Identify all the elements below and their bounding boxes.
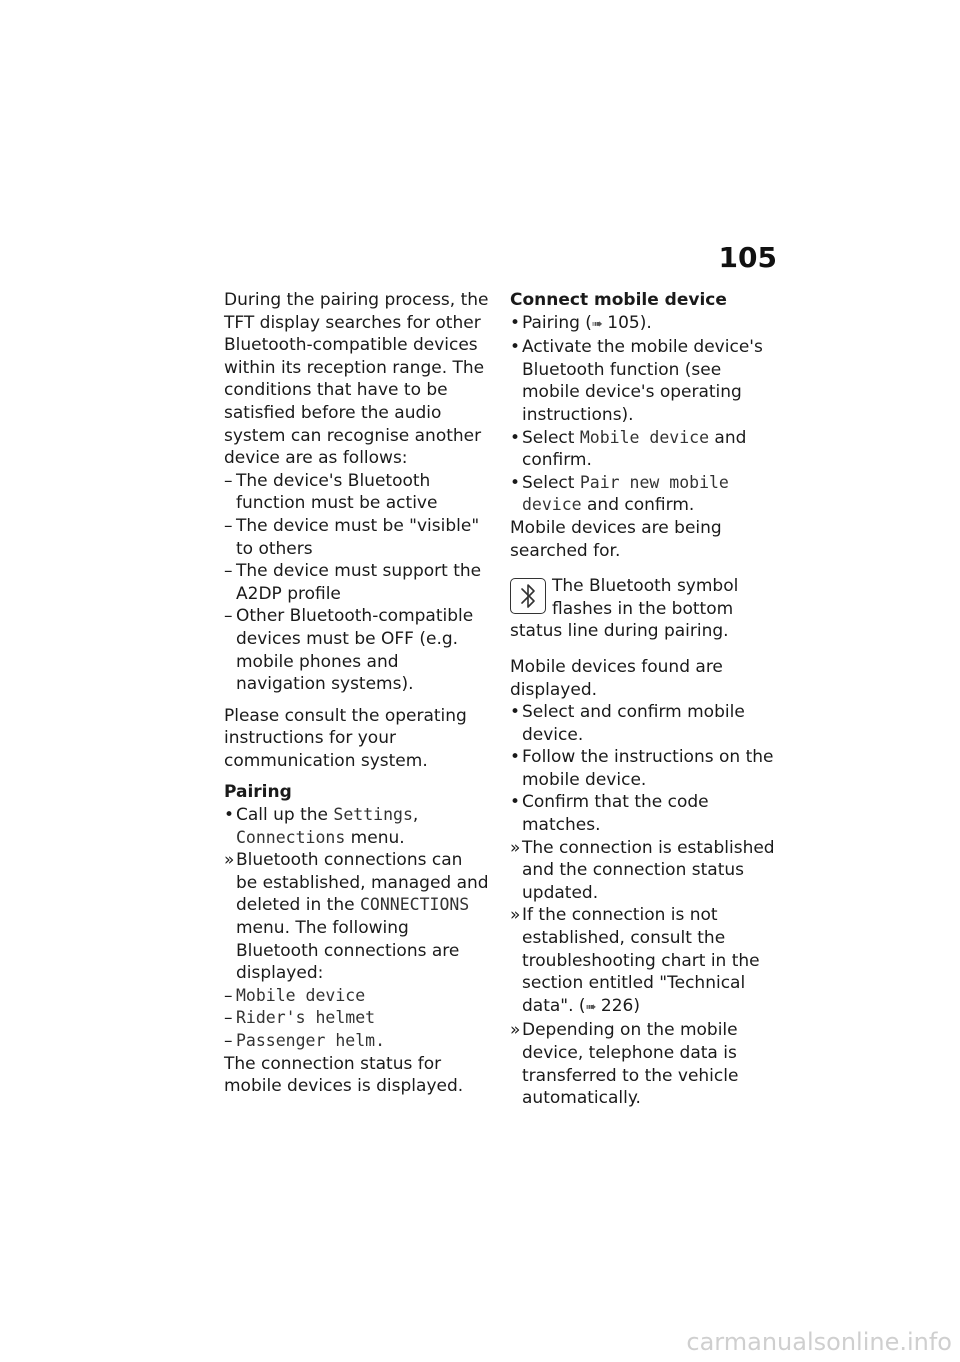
bullet-icon: • <box>510 747 521 768</box>
result-item: » Bluetooth connections can be established, managed and deleted in the CONNECTIONS menu. The following Bluetooth connections are displayed: <box>224 850 489 984</box>
select-pair-step: • Select Pair new mobile device and confirm. <box>510 472 729 516</box>
steps-list <box>510 701 776 837</box>
connection-item: – Passenger helm. <box>224 1031 386 1051</box>
connections-list <box>224 985 489 1053</box>
connections-menu-name: Connections <box>236 827 346 847</box>
dash-icon: – <box>224 1031 233 1051</box>
bullet-icon: • <box>510 702 521 723</box>
connection-item: – Rider's helmet <box>224 1008 376 1029</box>
searching-text: Mobile devices are being searched for. <box>510 517 722 561</box>
consult-paragraph: Please consult the operating instructions for your communication system. <box>224 705 467 771</box>
bullet-icon: • <box>510 337 521 358</box>
watermark: carmanualsonline.info <box>686 1328 952 1356</box>
condition-item: – The device's Bluetooth function must be active <box>224 470 438 514</box>
mobile-device-menu-name: Mobile device <box>579 427 709 447</box>
bullet-icon: • <box>224 805 235 826</box>
connections-menu-caps: CONNECTIONS <box>359 895 470 915</box>
bullet-icon: • <box>510 792 521 813</box>
page-ref-arrow-icon: ➠ <box>585 999 596 1015</box>
condition-item: – Other Bluetooth-compatible devices must be OFF (e.g. mobile phones and navigation systems). <box>224 606 474 695</box>
dash-icon: – <box>224 561 233 582</box>
pairing-heading: Pairing <box>224 782 292 803</box>
left-column <box>224 289 489 1098</box>
connection-item: – Mobile device <box>224 985 366 1006</box>
conditions-list <box>224 470 489 696</box>
dash-icon: – <box>224 470 233 491</box>
condition-item: – The device must be "visible" to others <box>224 515 480 559</box>
page-number: 105 <box>718 241 777 274</box>
found-text: Mobile devices found are displayed. <box>510 656 723 700</box>
connect-heading: Connect mobile device <box>510 290 727 310</box>
dash-icon: – <box>224 1008 233 1029</box>
page-ref-arrow-icon: ➠ <box>591 316 602 332</box>
condition-item: – The device must support the A2DP profile <box>224 561 482 604</box>
right-column <box>510 289 776 1110</box>
step-item: • Confirm that the code matches. <box>510 792 709 836</box>
dash-icon: – <box>224 515 233 536</box>
dash-icon: – <box>224 606 233 627</box>
status-note: The connection status for mobile devices is displayed. <box>224 1053 464 1097</box>
pairing-ref-step: • Pairing (➠ 105). <box>510 312 652 333</box>
result-item: » If the connection is not established, consult the troubleshooting chart in the section entitled "Technical data". (➠ 226) <box>510 905 760 1016</box>
bullet-icon: • <box>510 472 521 493</box>
dash-icon: – <box>224 985 233 1006</box>
result-marker-icon: » <box>510 837 521 858</box>
pair-new-device-menu-name: Pair new mobile device <box>522 472 729 515</box>
call-up-step: • Call up the Settings, Connections menu. <box>224 805 419 848</box>
step-item: • Follow the instructions on the mobile device. <box>510 747 774 790</box>
intro-paragraph: During the pairing process, the TFT display searches for other Bluetooth-compatible devices within its reception range. The conditions that have to be satisfied before the audio system can recognise another device are as follows: <box>224 290 489 469</box>
bullet-icon: • <box>510 312 521 333</box>
activate-step: • Activate the mobile device's Bluetooth function (see mobile device's operating instructions). <box>510 337 763 425</box>
result-marker-icon: » <box>510 1020 521 1041</box>
result-marker-icon: » <box>510 905 521 926</box>
bullet-icon: • <box>510 427 521 448</box>
result-item: » The connection is established and the connection status updated. <box>510 837 775 903</box>
result-marker-icon: » <box>224 850 235 871</box>
bluetooth-note <box>510 575 776 643</box>
step-item: • Select and confirm mobile device. <box>510 702 745 745</box>
settings-menu-name: Settings <box>333 805 413 825</box>
select-mobile-step: • Select Mobile device and confirm. <box>510 427 747 471</box>
bluetooth-icon <box>510 578 546 614</box>
result-item: » Depending on the mobile device, telephone data is transferred to the vehicle automatically. <box>510 1020 739 1109</box>
bluetooth-note-text: The Bluetooth symbol flashes in the bottom status line during pairing. <box>510 576 739 642</box>
